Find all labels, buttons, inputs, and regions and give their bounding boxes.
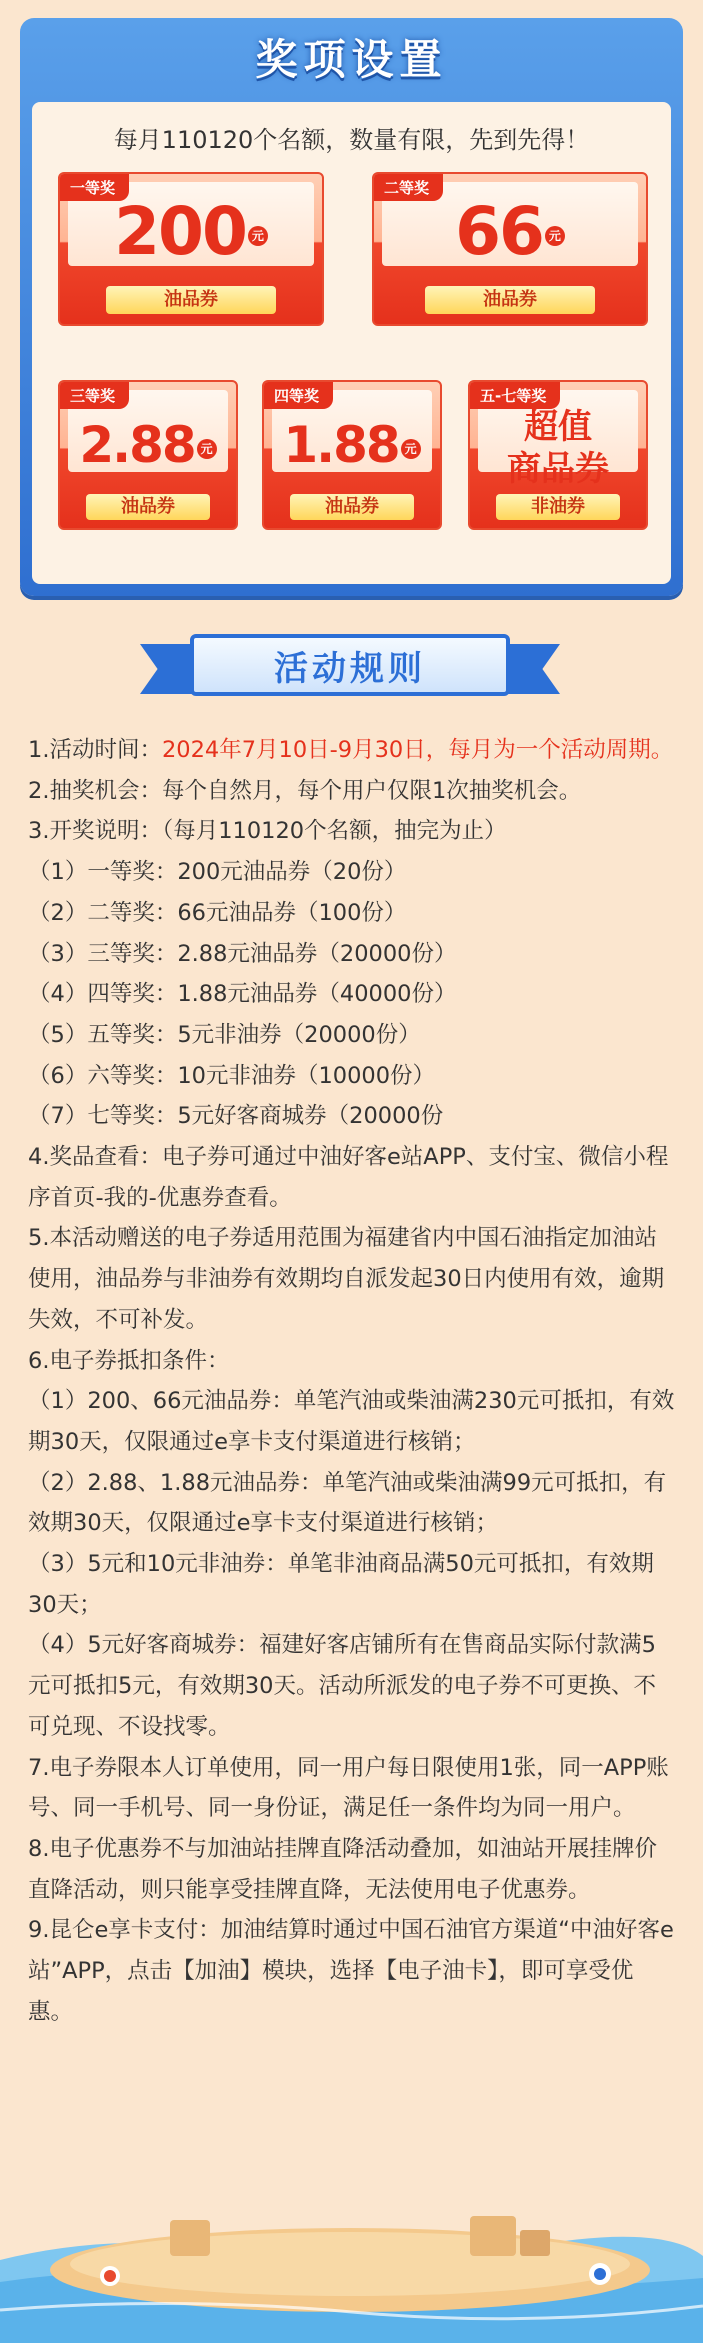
prize-tag: 三等奖 xyxy=(60,382,129,409)
yuan-badge: 元 xyxy=(401,439,421,459)
rule-item: 6.电子券抵扣条件： xyxy=(28,1347,230,1374)
prize-title: 奖项设置 xyxy=(255,35,448,84)
prize-subtitle: 每月110120个名额，数量有限，先到先得！ xyxy=(113,126,590,154)
rule-item: （4）5元好客商城券：福建好客店铺所有在售商品实际付款满5元可抵扣5元，有效期30天。活动所派发的电子券不可更换、不可兑现、不设找零。 xyxy=(28,1632,656,1740)
coupon-type-button[interactable]: 油品券 xyxy=(86,494,210,520)
special-coupon-text: 超值 商品券 xyxy=(507,407,609,489)
prize-card-fifth-seventh[interactable] xyxy=(468,380,648,530)
yuan-badge: 元 xyxy=(545,226,565,246)
prize-card-first[interactable] xyxy=(58,172,324,326)
prize-amount: 1.88 元 xyxy=(264,416,440,474)
rule-item: （7）七等奖：5元好客商城券（20000份 xyxy=(28,1103,444,1130)
prize-tag: 五-七等奖 xyxy=(470,382,560,409)
beach-illustration xyxy=(0,2190,703,2343)
yuan-badge: 元 xyxy=(197,439,217,459)
rule-item: （2）二等奖：66元油品券（100份） xyxy=(28,899,407,926)
prize-amount: 200 元 xyxy=(60,196,322,268)
rule-item: 2.抽奖机会：每个自然月，每个用户仅限1次抽奖机会。 xyxy=(28,777,582,804)
prize-tag: 一等奖 xyxy=(60,174,129,201)
prize-card-fourth[interactable] xyxy=(262,380,442,530)
prize-amount: 2.88 元 xyxy=(60,416,236,474)
rule-item: 7.电子券限本人订单使用，同一用户每日限使用1张，同一APP账号、同一手机号、同一身份证，满足任一条件均为同一用户。 xyxy=(28,1754,669,1822)
coupon-type-button[interactable]: 非油券 xyxy=(496,494,620,520)
coupon-type-button[interactable]: 油品券 xyxy=(106,286,276,314)
rule-item: （3）三等奖：2.88元油品券（20000份） xyxy=(28,940,457,967)
rule-item: （1）200、66元油品券：单笔汽油或柴油满230元可抵扣，有效期30天，仅限通过e享卡支付渠道进行核销； xyxy=(28,1388,675,1455)
coupon-type-button[interactable]: 油品券 xyxy=(425,286,595,314)
rule-item: 8.电子优惠券不与加油站挂牌直降活动叠加，如油站开展挂牌价直降活动，则只能享受挂牌直降，无法使用电子优惠券。 xyxy=(28,1835,657,1903)
prize-amount: 66 元 xyxy=(374,196,646,268)
rule-item: （5）五等奖：5元非油券（20000份） xyxy=(28,1021,421,1048)
prize-title-bar xyxy=(20,18,683,96)
rule-item: （4）四等奖：1.88元油品券（40000份） xyxy=(28,981,457,1008)
rule-item: （2）2.88、1.88元油品券：单笔汽油或柴油满99元可抵扣，有效期30天，仅限通过e享卡支付渠道进行核销； xyxy=(28,1469,667,1537)
prize-card-third[interactable] xyxy=(58,380,238,530)
rule-item: 3.开奖说明：（每月110120个名额，抽完为止） xyxy=(28,818,507,845)
rules-body xyxy=(28,730,678,2033)
prize-card-second[interactable] xyxy=(372,172,648,326)
ribbon-center xyxy=(190,634,510,696)
prize-tag: 二等奖 xyxy=(374,174,443,201)
coupon-type-button[interactable]: 油品券 xyxy=(290,494,414,520)
prize-panel xyxy=(20,18,683,596)
rules-header xyxy=(140,626,560,706)
rule-item: 1.活动时间：2024年7月10日-9月30日，每月为一个活动周期。 xyxy=(28,737,674,763)
prize-inner xyxy=(32,102,671,584)
rules-title: 活动规则 xyxy=(274,648,426,689)
rule-item: （3）5元和10元非油券：单笔非油商品满50元可抵扣，有效期30天； xyxy=(28,1551,654,1618)
rule-item: （1）一等奖：200元油品券（20份） xyxy=(28,859,407,886)
yuan-badge: 元 xyxy=(248,226,268,246)
rule-item: （6）六等奖：10元非油券（10000份） xyxy=(28,1062,436,1089)
prize-tag: 四等奖 xyxy=(264,382,333,409)
rule-item: 9.昆仑e享卡支付：加油结算时通过中国石油官方渠道“中油好客e站”APP，点击【加油】模块，选择【电子油卡】，即可享受优惠。 xyxy=(28,1917,674,2025)
rule-item: 4.奖品查看：电子券可通过中油好客e站APP、支付宝、微信小程序首页-我的-优惠券查看。 xyxy=(28,1144,669,1211)
rule-item: 5.本活动赠送的电子券适用范围为福建省内中国石油指定加油站使用，油品券与非油券有效期均自派发起30日内使用有效，逾期失效，不可补发。 xyxy=(28,1225,665,1333)
